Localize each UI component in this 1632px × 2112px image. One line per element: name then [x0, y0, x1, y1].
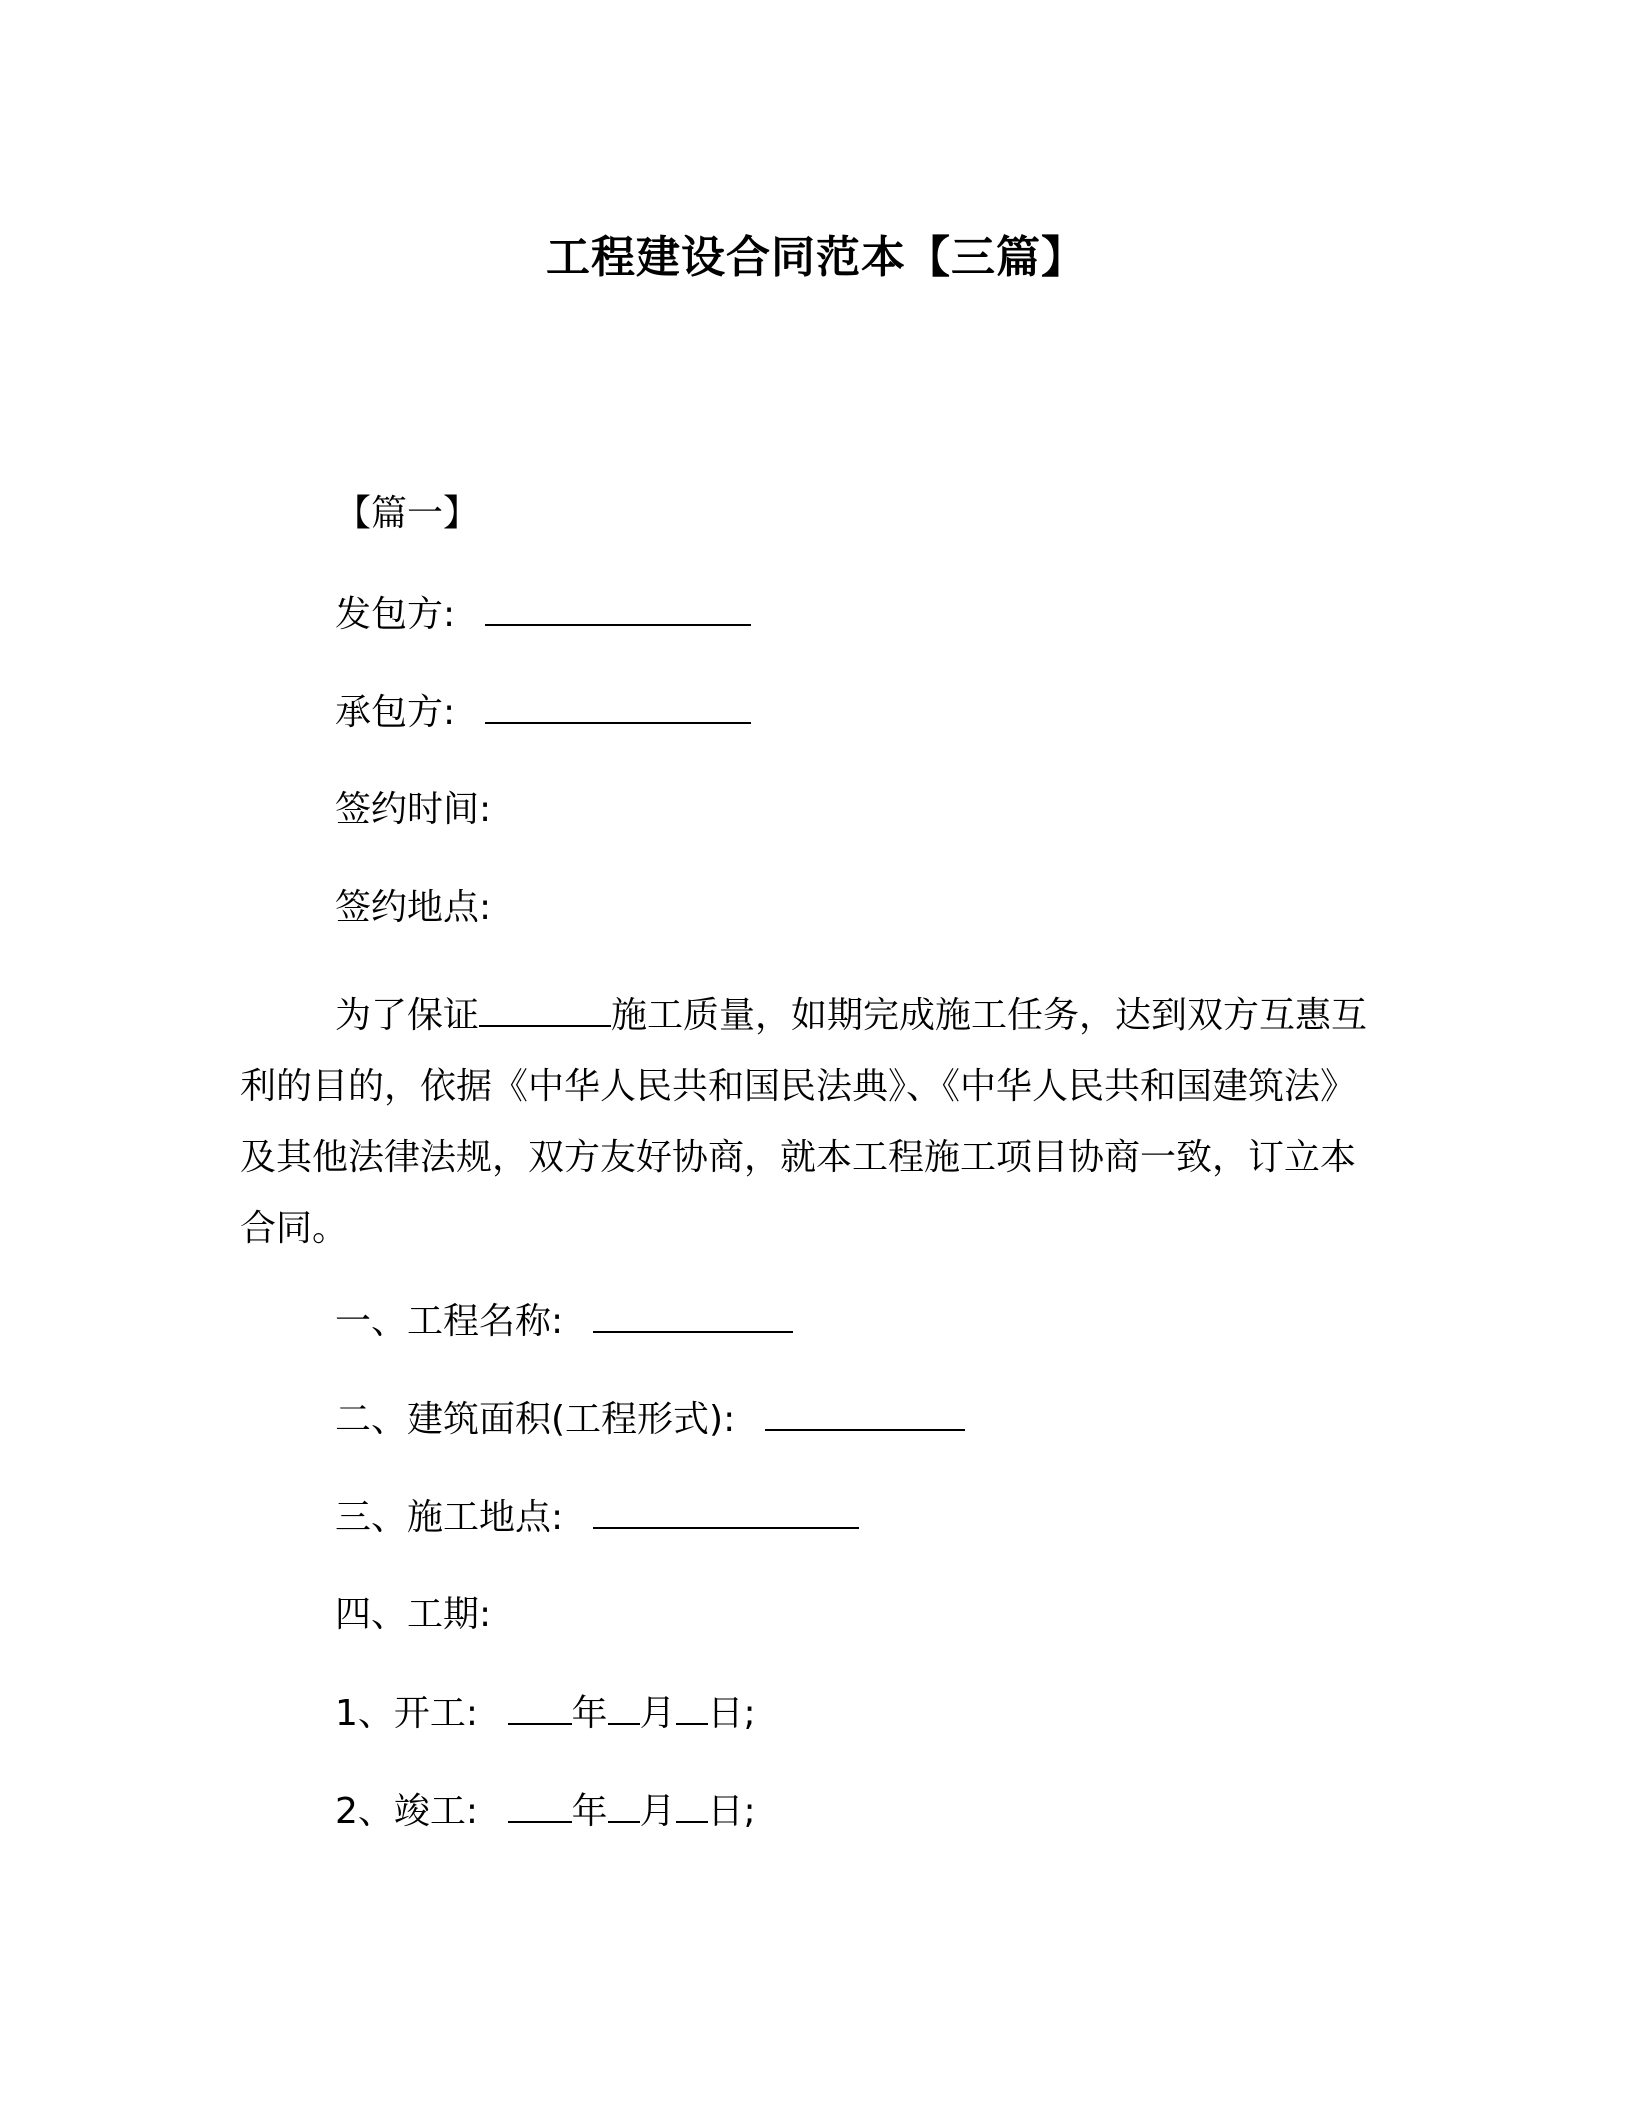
finish-label: 2、竣工: [335, 1791, 479, 1832]
start-day-unit: 日; [707, 1693, 756, 1734]
construction-site-label: 三、施工地点: [335, 1497, 564, 1538]
party-b-blank [485, 688, 751, 724]
start-month-unit: 月 [639, 1693, 676, 1734]
party-b-line [335, 688, 751, 737]
start-day-blank [676, 1689, 708, 1725]
construction-site-blank [593, 1493, 859, 1529]
building-area-blank [765, 1395, 965, 1431]
preamble-part1: 为了保证 [335, 995, 480, 1036]
preamble-paragraph [240, 980, 1370, 1264]
finish-year-unit: 年 [571, 1791, 608, 1832]
finish-year-blank [508, 1787, 572, 1823]
section-heading: 【篇一】 [335, 493, 480, 534]
project-blank [479, 991, 611, 1027]
finish-day-unit: 日; [707, 1791, 756, 1832]
party-a-label: 发包方: [335, 594, 456, 635]
finish-date-line [335, 1787, 756, 1836]
project-name-line [335, 1297, 793, 1346]
party-a-line [335, 590, 751, 639]
building-area-line [335, 1395, 965, 1444]
sign-place-line: 签约地点: [335, 887, 492, 928]
finish-month-blank [608, 1787, 640, 1823]
start-label: 1、开工: [335, 1693, 479, 1734]
building-area-label: 二、建筑面积(工程形式): [335, 1399, 736, 1440]
party-a-blank [485, 590, 751, 626]
start-date-line [335, 1689, 756, 1738]
document-title: 工程建设合同范本【三篇】 [546, 232, 1086, 283]
finish-day-blank [676, 1787, 708, 1823]
start-year-unit: 年 [571, 1693, 608, 1734]
construction-site-line [335, 1493, 859, 1542]
party-b-label: 承包方: [335, 692, 456, 733]
sign-time-line: 签约时间: [335, 789, 492, 830]
project-name-label: 一、工程名称: [335, 1301, 564, 1342]
finish-month-unit: 月 [639, 1791, 676, 1832]
start-month-blank [608, 1689, 640, 1725]
duration-line: 四、工期: [335, 1594, 492, 1635]
project-name-blank [593, 1297, 793, 1333]
preamble-part2: 施工质量，如期完成施工任务，达到双方互惠互利的目的，依据《中华人民共和国民法典》、《中华人民共和国建筑法》及其他法律法规，双方友好协商，就本工程施工项目协商一致，订立本合同。 [240, 995, 1368, 1249]
start-year-blank [508, 1689, 572, 1725]
